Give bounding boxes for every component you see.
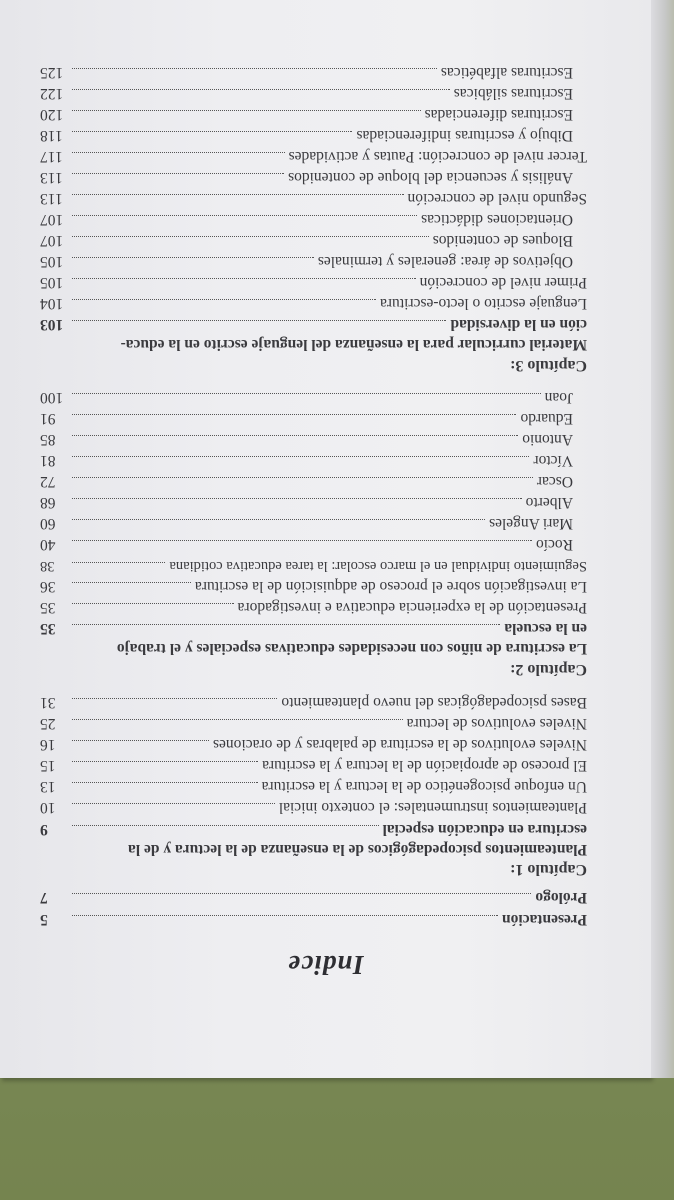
dot-leader — [72, 320, 446, 321]
chapter-3-label: Capítulo 3: — [510, 357, 587, 374]
toc-entry-page: 5 — [40, 911, 48, 928]
toc-entry-text: Presentación — [502, 911, 587, 928]
toc-entry: El proceso de apropiación de la lectura y la escritura 15 — [40, 757, 587, 774]
page-title: Indice — [287, 950, 364, 980]
dot-leader — [72, 719, 403, 720]
dot-leader — [72, 299, 376, 300]
dot-leader — [72, 110, 421, 111]
dot-leader — [72, 456, 529, 457]
chapter-2-label: Capítulo 2: — [510, 661, 587, 678]
chapter-2-title-end: en la escuela 35 — [40, 620, 587, 637]
toc-entry-sub: Rocío 40 — [40, 536, 573, 553]
toc-entry-page: 7 — [40, 889, 48, 906]
toc-entry: Niveles evolutivos de la escritura de palabras y de oraciones 16 — [40, 736, 587, 753]
dot-leader — [72, 278, 416, 279]
dot-leader — [72, 477, 533, 478]
toc-entry: La investigación sobre el proceso de adquisición de la escritura 36 — [40, 578, 587, 595]
chapter-2-title: La escritura de niños con necesidades educativas especiales y el trabajo — [116, 640, 587, 657]
toc-entry-presentacion — [40, 910, 587, 928]
toc-entry-sub: Víctor 81 — [40, 452, 573, 469]
toc-entry-sub: Mari Angeles 60 — [40, 515, 573, 532]
toc-entry: Primer nivel de concreción 105 — [40, 274, 587, 291]
dot-leader — [72, 562, 165, 563]
dot-leader — [72, 194, 404, 195]
dot-leader — [72, 236, 429, 237]
toc-entry-sub: Escrituras silábicas 122 — [40, 85, 573, 102]
dot-leader — [72, 173, 284, 174]
toc-entry-sub: Oscar 72 — [40, 473, 573, 490]
dot-leader — [72, 393, 541, 394]
toc-entry-sub: Eduardo 91 — [40, 410, 573, 427]
dot-leader — [72, 893, 531, 894]
toc-entry-sub: Objetivos de área: generales y terminales 105 — [40, 253, 573, 270]
toc-entry: Seguimiento individual en el marco escolar: la tarea educativa cotidiana 38 — [40, 558, 587, 574]
dot-leader — [72, 740, 209, 741]
dot-leader — [72, 152, 285, 153]
toc-entry-text: Prólogo — [535, 889, 587, 906]
toc-entry-sub: Escrituras diferenciadas 120 — [40, 106, 573, 123]
dot-leader — [72, 498, 522, 499]
dot-leader — [72, 803, 275, 804]
dot-leader — [72, 435, 518, 436]
dot-leader — [72, 782, 258, 783]
dot-leader — [72, 89, 450, 90]
dot-leader — [72, 68, 437, 69]
chapter-3-title: Material curricular para la enseñanza del lenguaje escrito en la educa- — [120, 336, 587, 353]
dot-leader — [72, 582, 191, 583]
toc-entry: Planteamientos instrumentales: el contexto inicial 10 — [40, 799, 587, 816]
toc-entry: Niveles evolutivos de lectura 25 — [40, 715, 587, 732]
book-page-edge — [651, 0, 674, 1078]
dot-leader — [72, 761, 258, 762]
toc-entry: Lenguaje escrito o lecto-escritura 104 — [40, 295, 587, 312]
toc-entry-sub: Alberto 68 — [40, 494, 573, 511]
dot-leader — [72, 624, 500, 625]
dot-leader — [72, 257, 314, 258]
dot-leader — [72, 825, 379, 826]
toc-entry: Un enfoque psicogenético de la lectura y la escritura 13 — [40, 778, 587, 795]
dot-leader — [72, 540, 532, 541]
chapter-1-title: Planteamientos psicopedagógicos de la enseñanza de la lectura y de la — [128, 841, 587, 858]
dot-leader — [72, 603, 234, 604]
toc-entry-sub: Orientaciones didácticas 107 — [40, 211, 573, 228]
dot-leader — [72, 698, 277, 699]
toc-entry-sub: Escrituras alfabéticas 125 — [40, 64, 573, 81]
toc-entry-sub: Dibujo y escrituras indiferenciadas 118 — [40, 127, 573, 144]
toc-entry-sub: Joan 100 — [40, 389, 573, 406]
dot-leader — [72, 215, 417, 216]
dot-leader — [72, 915, 498, 916]
chapter-1-label: Capítulo 1: — [510, 861, 587, 878]
toc-entry-prologo — [40, 888, 587, 906]
chapter-3-title-end: ción en la diversidad 103 — [40, 316, 587, 333]
toc-entry: Tercer nivel de concreción: Pautas y actividades 117 — [40, 148, 587, 165]
toc-entry-sub: Bloques de contenidos 107 — [40, 232, 573, 249]
toc-entry: Segundo nivel de concreción 113 — [40, 190, 587, 207]
toc-entry: Bases psicopedagógicas del nuevo planteamiento 31 — [40, 694, 587, 711]
chapter-1-title-end: escritura en educación especial 9 — [40, 821, 587, 838]
dot-leader — [72, 519, 485, 520]
dot-leader — [72, 131, 353, 132]
toc-entry: Presentación de la experiencia educativa e investigadora 35 — [40, 599, 587, 616]
toc-entry-sub: Antonio 85 — [40, 431, 573, 448]
dot-leader — [72, 414, 516, 415]
toc-entry-sub: Análisis y secuencia del bloque de contenidos 113 — [40, 169, 573, 186]
